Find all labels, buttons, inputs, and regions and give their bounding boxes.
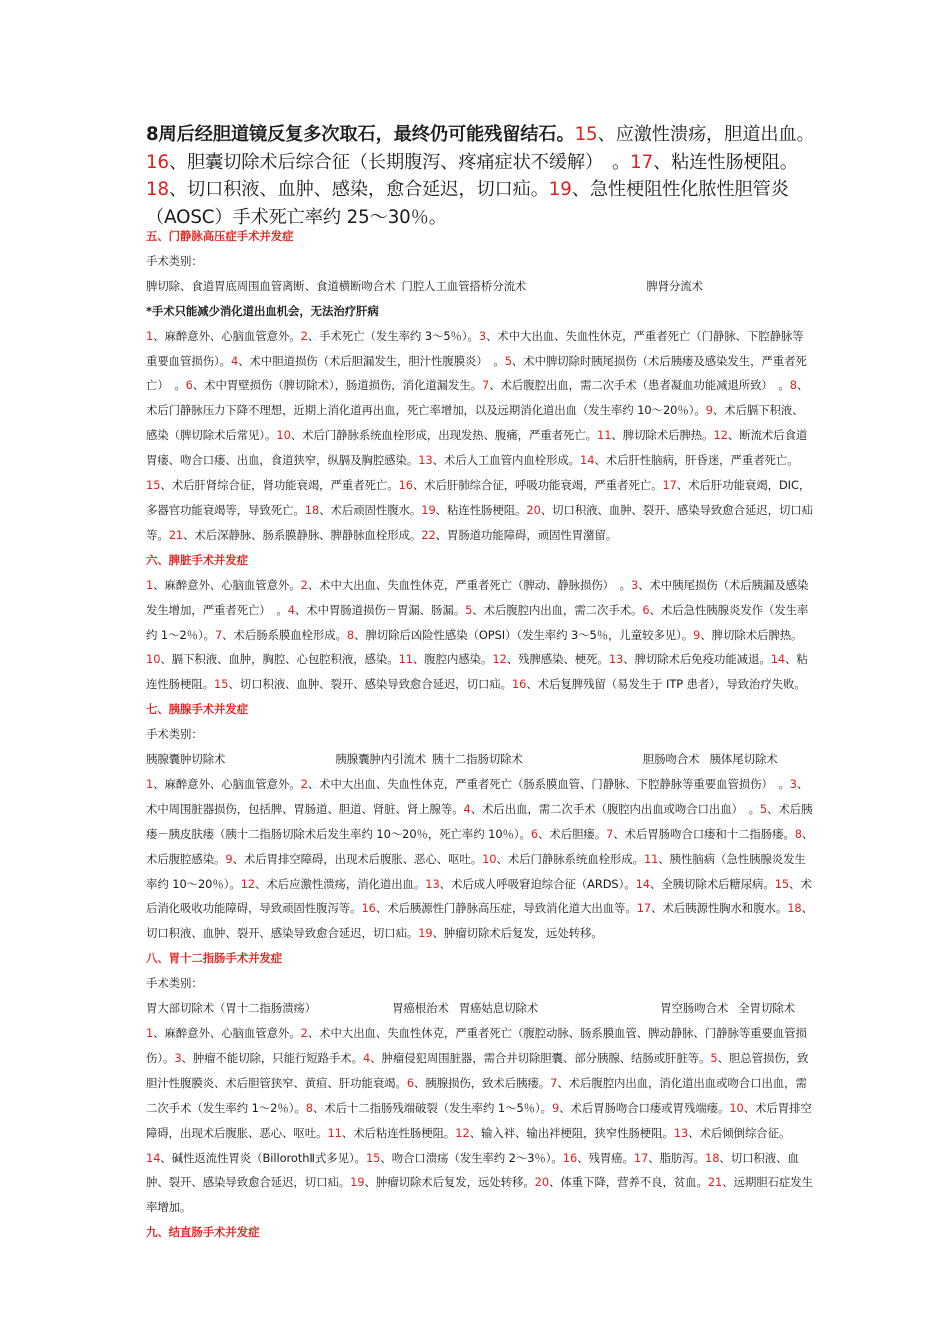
- item-number: 18: [705, 1150, 720, 1165]
- item-number: 14: [770, 652, 786, 667]
- item-text: 、全胰切除术后糖尿病。: [649, 876, 775, 891]
- item-number: 12: [713, 428, 728, 443]
- section-heading: 六、脾脏手术并发症: [146, 552, 249, 567]
- item-text: 、膈下积液、血肿，胸腔、心包腔积液，感染。: [160, 652, 399, 667]
- item-number: 15: [214, 677, 229, 692]
- item-text: 、术后顽固性腹水。: [319, 502, 422, 517]
- item-text: 、输入袢、输出袢梗阻，狭窄性肠梗阻。: [469, 1125, 674, 1140]
- item-number: 4: [287, 602, 295, 617]
- surgery-type: 全胃切除术: [738, 1001, 795, 1016]
- item-text: 、麻醉意外、心脑血管意外。: [153, 1026, 301, 1040]
- item-number: 18: [304, 502, 320, 517]
- item-text: 、术后肝肾综合征，肾功能衰竭，严重者死亡。: [160, 478, 399, 493]
- item-text: 、术中脾切除时胰尾损伤（术后胰瘘及感染发生，严重者死亡） 。: [146, 353, 807, 393]
- complication-list: [146, 1021, 814, 1220]
- item-text: 、残脾感染、梗死。: [506, 652, 609, 667]
- item-text: 、脾切除术后脾热。: [700, 627, 803, 642]
- item-text: 、胆囊切除术后综合征（长期腹泻、疼痛症状不缓解） 。: [168, 151, 631, 173]
- item-text: 、切口积液、血肿、裂开、感染导致愈合延迟，切口疝。: [228, 677, 512, 692]
- item-text: 、术中胰尾损伤（术后胰漏及感染发生增加，严重者死亡） 。: [146, 577, 809, 617]
- item-text: 、术后胃肠吻合口瘘或胃残端瘘。: [559, 1100, 730, 1115]
- item-text: 、术后消化吸收功能障碍，导致顽固性腹泻等。: [146, 876, 812, 916]
- item-number: 8: [789, 378, 797, 393]
- item-text: 、残胃癌。: [577, 1150, 634, 1165]
- item-text: 、术后深静脉、肠系膜静脉、脾静脉血栓形成。: [183, 527, 422, 542]
- item-number: 20: [534, 1175, 550, 1190]
- item-text: 、粘连性肠梗阻。: [146, 652, 808, 692]
- item-text: 、术后胃排空障碍，出现术后腹胀、恶心、呕吐。: [232, 851, 483, 866]
- item-number: 3: [174, 1050, 182, 1065]
- item-text: 、术后肝肺综合征，呼吸功能衰竭，严重者死亡。: [412, 478, 663, 493]
- item-text: 、切口积液、血肿、裂开、感染导致愈合延迟，切口疝。: [146, 901, 813, 941]
- item-text: 、术后成人呼吸窘迫综合征（ARDS）。: [439, 876, 636, 891]
- item-number: 1: [146, 577, 154, 592]
- item-number: 19: [421, 502, 436, 517]
- item-text: 、急性梗阻性化脓性胆管炎（AOSC）手术死亡率约 25～30％。: [146, 179, 789, 228]
- item-number: 19: [548, 179, 572, 200]
- item-text: 、术中大出血、失血性休克，严重者死亡（脾动、静脉损伤） 。: [307, 577, 632, 592]
- item-text: 、术后门静脉系统血栓形成，出现发热、腹痛，严重者死亡。: [290, 428, 597, 443]
- item-number: 6: [642, 602, 650, 617]
- item-text: 、肿瘤侵犯周围脏器，需合并切除胆囊、部分胰腺、结肠或肝脏等。: [370, 1050, 711, 1065]
- complication-list: [146, 324, 814, 548]
- item-text: 、术后十二指肠残端破裂（发生率约 1～5％）。: [312, 1100, 552, 1115]
- surgery-type: 胃癌姑息切除术: [458, 1001, 539, 1016]
- item-text: 、术中胃壁损伤（脾切除术），肠道损伤，消化道漏发生。: [192, 378, 483, 393]
- item-number: 8: [794, 826, 802, 841]
- surgery-types: [146, 996, 814, 1021]
- item-number: 6: [185, 378, 193, 393]
- surgery-type: 胃癌根治术: [392, 1001, 449, 1016]
- item-text: 、术后急性胰腺炎发作（发生率约 1～2％）。: [146, 602, 809, 642]
- item-text: 、术中大出血、失血性休克，严重者死亡（腹腔动脉、肠系膜血管、脾动静脉、门静脉等重要血管损伤）。: [146, 1026, 807, 1065]
- item-text: 、术后腹腔内出血，需二次手术。: [472, 602, 643, 617]
- item-text: 、术后胰源性胸水和腹水。: [651, 901, 788, 916]
- item-number: 4: [463, 801, 471, 816]
- item-number: 22: [421, 527, 436, 542]
- item-number: 16: [146, 151, 169, 173]
- item-text: 、术后肠系膜血栓形成。: [222, 627, 347, 642]
- item-text: 、麻醉意外、心脑血管意外。: [153, 577, 301, 592]
- item-text: 、术中大出血、失血性休克，严重者死亡（门静脉、下腔静脉等重要血管损伤）。: [146, 328, 804, 368]
- surgery-type: 脾切除、食道胃底周围血管离断、食道横断吻合术: [146, 278, 396, 293]
- item-number: 11: [643, 851, 659, 866]
- types-label: 手术类别：: [146, 253, 203, 268]
- item-number: 8: [346, 627, 355, 642]
- item-number: 11: [597, 428, 612, 443]
- item-number: 7: [550, 1075, 558, 1090]
- item-number: 13: [673, 1125, 689, 1140]
- surgery-types: [146, 274, 814, 299]
- item-number: 12: [240, 876, 256, 891]
- item-number: 16: [562, 1150, 578, 1165]
- item-number: 14: [580, 453, 595, 468]
- item-number: 17: [662, 478, 677, 493]
- section-heading: 五、门静脉高压症手术并发症: [146, 229, 294, 243]
- item-text: 、术后腹腔出血，需二次手术（患者凝血功能减退所致） 。: [489, 378, 790, 393]
- item-number: 10: [482, 851, 497, 866]
- item-number: 13: [425, 876, 440, 891]
- item-number: 8: [305, 1100, 313, 1115]
- surgery-type: 脾肾分流术: [646, 278, 703, 293]
- item-number: 3: [789, 776, 797, 791]
- item-number: 9: [705, 403, 713, 418]
- item-number: 15: [146, 478, 161, 493]
- item-number: 13: [608, 652, 624, 667]
- item-text: 、肿瘤不能切除，只能行短路手术。: [181, 1050, 363, 1065]
- lead-text: 8周后经胆道镜反复多次取石，最终仍可能残留结石。: [146, 124, 575, 145]
- item-number: 1: [146, 776, 154, 791]
- item-text: 、脾切除术后免疫功能减退。: [623, 652, 771, 667]
- item-text: 、麻醉意外、心脑血管意外。: [153, 328, 301, 343]
- surgery-type: 胰腺囊肿内引流术: [335, 752, 427, 767]
- item-number: 10: [276, 428, 291, 443]
- surgery-type: 胰十二指肠切除术: [432, 752, 523, 767]
- item-number: 7: [214, 627, 223, 642]
- item-number: 6: [406, 1075, 415, 1090]
- item-number: 19: [418, 926, 433, 941]
- item-text: 、粘连性肠梗阻。: [653, 151, 798, 173]
- item-number: 10: [146, 652, 161, 667]
- item-text: 、术中大出血、失血性休克，严重者死亡（肠系膜血管、门静脉、下腔静脉等重要血管损伤） 。: [307, 776, 790, 791]
- item-text: 、体重下降，营养不良，贫血。: [549, 1175, 708, 1190]
- item-text: 、术后复脾残留（易发生于 ITP 患者），导致治疗失败。: [526, 677, 806, 692]
- item-text: 、吻合口溃疡（发生率约 2～3％）。: [380, 1150, 563, 1165]
- item-text: 、术后出血，需二次手术（腹腔内出血或吻合口出血） 。: [470, 801, 760, 816]
- item-text: 、术后胰瘘－胰皮肤瘘（胰十二指肠切除术后发生率约 10～20％，死亡率约 10％）。: [146, 801, 813, 841]
- types-label: 手术类别：: [146, 727, 203, 742]
- item-text: 、术后胃排空障碍，出现术后腹胀、恶心、呕吐。: [146, 1100, 812, 1140]
- item-number: 15: [774, 876, 790, 891]
- item-number: 1: [146, 328, 154, 343]
- surgery-type: 门腔人工血管搭桥分流术: [401, 278, 527, 293]
- item-number: 11: [327, 1125, 342, 1140]
- surgery-type: 胰腺囊肿切除术: [146, 752, 226, 767]
- item-number: 16: [511, 677, 527, 692]
- item-text: 、断流术后食道胃瘘、吻合口瘘、出血，食道狭窄，纵膈及胸腔感染。: [146, 428, 808, 468]
- item-text: 、切口积液、血肿、裂开、感染导致愈合延迟，切口疝。: [146, 1150, 799, 1190]
- item-text: 、脾切除术后脾热。: [611, 428, 714, 443]
- item-text: 、肿瘤切除术后复发，远处转移。: [364, 1175, 535, 1190]
- item-number: 5: [759, 801, 768, 816]
- item-number: 2: [300, 328, 308, 343]
- complication-list: [146, 772, 814, 946]
- item-number: 9: [225, 851, 233, 866]
- item-text: 、粘连性肠梗阻。: [435, 502, 527, 517]
- item-number: 14: [146, 1150, 161, 1165]
- item-number: 18: [146, 179, 169, 200]
- item-text: 、术中胃肠道损伤－胃漏、肠漏。: [294, 602, 466, 617]
- item-number: 9: [693, 627, 701, 642]
- item-text: 、碱性返流性胃炎（BillorothⅡ式多见）。: [160, 1150, 366, 1165]
- item-number: 14: [635, 876, 650, 891]
- surgery-type: 胆肠吻合术: [642, 752, 700, 767]
- item-number: 17: [630, 151, 654, 173]
- document-body: [146, 224, 814, 1245]
- item-number: 16: [361, 901, 376, 916]
- item-text: 、应激性溃疡，胆道出血。: [597, 124, 815, 145]
- item-number: 21: [707, 1175, 723, 1190]
- item-text: 、术后门静脉系统血栓形成。: [496, 851, 644, 866]
- item-number: 13: [418, 453, 433, 468]
- item-number: 2: [300, 1026, 308, 1040]
- item-text: 、远期胆石症发生率增加。: [146, 1175, 813, 1215]
- item-text: 、切口积液、血肿、感染，愈合延迟，切口疝。: [168, 179, 549, 200]
- section-heading: 九、结直肠手术并发症: [146, 1225, 260, 1240]
- surgery-type: 胃空肠吻合术: [660, 1001, 729, 1016]
- item-text: 、术后胃肠吻合口瘘和十二指肠瘘。: [613, 826, 795, 841]
- section-heading: 七、胰腺手术并发症: [146, 702, 249, 717]
- item-number: 4: [362, 1050, 371, 1065]
- item-text: 、脾切除后凶险性感染（OPSI）（发生率约 3～5％，儿童较多见）。: [354, 627, 694, 642]
- item-text: 、术后胰源性门静脉高压症，导致消化道大出血等。: [375, 901, 637, 916]
- item-number: 11: [398, 652, 413, 667]
- item-text: 、术后倾倒综合征。: [688, 1125, 791, 1140]
- surgery-types: [146, 747, 814, 772]
- item-text: 、术后腹腔内出血，消化道出血或吻合口出血，需二次手术（发生率约 1～2％）。: [146, 1075, 807, 1115]
- item-number: 3: [478, 328, 487, 343]
- item-number: 2: [300, 577, 308, 592]
- item-text: 、术后腹腔感染。: [146, 826, 814, 866]
- lead-paragraph: [146, 121, 816, 231]
- item-text: 、胰性脑病（急性胰腺炎发生率约 10～20％）。: [146, 851, 806, 891]
- item-text: 、腹腔内感染。: [412, 652, 493, 667]
- item-number: 6: [530, 826, 539, 841]
- item-number: 5: [710, 1050, 718, 1065]
- surgery-type: 胰体尾切除术: [709, 752, 778, 767]
- item-text: 、术后肝性脑病，肝昏迷，严重者死亡。: [594, 453, 799, 468]
- item-text: 、术后人工血管内血栓形成。: [432, 453, 581, 468]
- item-text: 、手术死亡（发生率约 3～5％）。: [307, 328, 479, 343]
- surgery-type: 胃大部切除术（胃十二指肠溃疡）: [146, 1001, 317, 1016]
- item-text: 、胆总管损伤，致胆汁性腹膜炎、术后胆管狭窄、黄疸、肝功能衰竭。: [146, 1050, 809, 1090]
- item-number: 5: [465, 602, 473, 617]
- item-number: 18: [787, 901, 802, 916]
- item-text: 、脂肪泻。: [648, 1150, 705, 1165]
- item-text: 、术后胆瘘。: [538, 826, 607, 841]
- item-number: 12: [455, 1125, 470, 1140]
- item-text: 、术后粘连性肠梗阻。: [341, 1125, 456, 1140]
- item-number: 15: [365, 1150, 381, 1165]
- item-number: 10: [729, 1100, 744, 1115]
- section-heading: 八、胃十二指肠手术并发症: [146, 951, 283, 966]
- item-number: 21: [168, 527, 184, 542]
- item-number: 20: [526, 502, 541, 517]
- complication-list: [146, 573, 814, 698]
- item-number: 17: [636, 901, 652, 916]
- item-text: 、切口积液、血肿、裂开、感染导致愈合延迟，切口疝等。: [146, 502, 813, 542]
- item-text: 、术后门静脉压力下降不理想，近期上消化道再出血，死亡率增加，以及远期消化道出血（发生率约 10～20％）。: [146, 378, 809, 418]
- item-text: 、胃肠道功能障碍，顽固性胃潴留。: [435, 527, 618, 542]
- item-number: 17: [633, 1150, 649, 1165]
- item-number: 3: [631, 577, 639, 592]
- item-text: 、麻醉意外、心脑血管意外。: [153, 776, 301, 791]
- item-number: 5: [504, 353, 512, 368]
- item-text: 、术后应激性溃疡，消化道出血。: [255, 876, 426, 891]
- item-number: 12: [492, 652, 507, 667]
- item-text: 、胰腺损伤，致术后胰瘘。: [414, 1075, 551, 1090]
- item-text: 、术中周围脏器损伤，包括脾、胃肠道、胆道、肾脏、肾上腺等。: [146, 776, 809, 816]
- item-number: 1: [146, 1026, 154, 1040]
- item-text: 、术后肝功能衰竭，DIC，多器官功能衰竭等，导致死亡。: [146, 478, 811, 517]
- item-number: 7: [482, 378, 490, 393]
- item-text: 、肿瘤切除术后复发，远处转移。: [432, 926, 603, 941]
- section-note: *手术只能减少消化道出血机会，无法治疗肝病: [146, 303, 379, 318]
- item-number: 2: [300, 776, 308, 791]
- types-label: 手术类别：: [146, 976, 203, 991]
- item-number: 19: [350, 1175, 365, 1190]
- item-number: 7: [606, 826, 614, 841]
- item-number: 16: [398, 478, 413, 493]
- item-text: 、术后膈下积液、感染（脾切除术后常见）。: [146, 403, 804, 443]
- item-text: 、术中胆道损伤（术后胆漏发生，胆汁性腹膜炎） 。: [238, 353, 505, 368]
- item-number: 4: [231, 353, 239, 368]
- item-number: 15: [574, 124, 598, 145]
- item-number: 9: [552, 1100, 560, 1115]
